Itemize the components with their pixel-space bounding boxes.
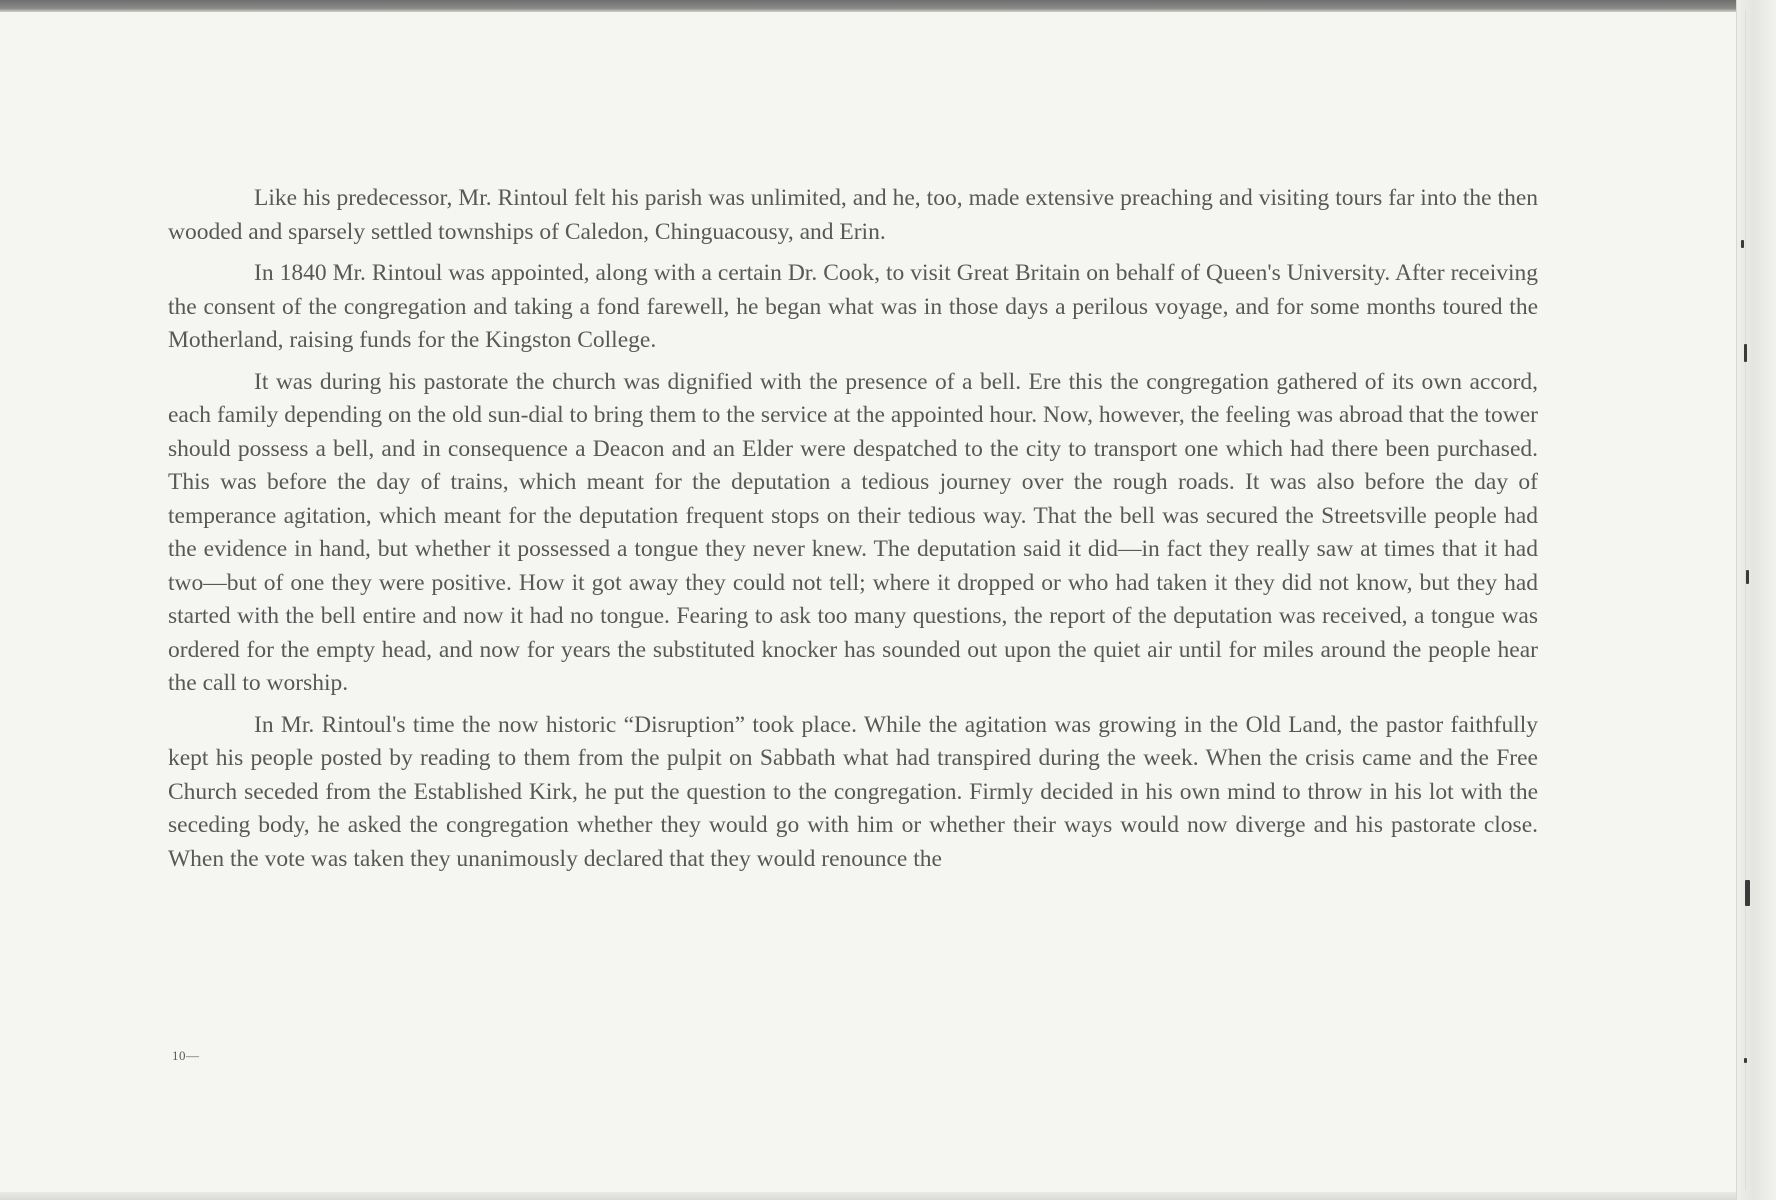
paragraph: Like his predecessor, Mr. Rintoul felt his parish was unlimited, and he, too, made extensive preaching and visiting tours far into the then wooded and sparsely settled townships of Caledon, Chinguacousy, and Erin.	[168, 185, 1538, 245]
scan-top-edge	[0, 0, 1776, 12]
edge-mark	[1744, 344, 1747, 362]
paragraph: It was during his pastorate the church was dignified with the presence of a bell. Ere this the congregation gathered of its own accord, each family depending on the old sun-dial to bring them to the service at the appointed hour. Now, however, the feeling was abroad that the tower should possess a bell, and in consequence a Deacon and an Elder were despatched to the city to transport one which had there been purchased. This was before the day of trains, which meant for the deputation a tedious journey over the rough roads. It was also before the day of temperance agitation, which meant for the deputation frequent stops on their tedious way. That the bell was secured the Streetsville people had the evidence in hand, but whether it possessed a tongue they never knew. The deputation said it did—in fact they really saw at times that it had two—but of one they were positive. How it got away they could not tell; where it dropped or who had taken it they did not know, but they had started with the bell entire and now it had no tongue. Fearing to ask too many questions, the report of the deputation was received, a tongue was ordered for the empty head, and now for years the substituted knocker has sounded out upon the quiet air until for miles around the people hear the call to worship.	[168, 368, 1538, 696]
edge-mark	[1746, 570, 1749, 584]
edge-mark	[1744, 1058, 1747, 1063]
page-body	[168, 182, 1538, 884]
page-number: 10—	[172, 1048, 200, 1063]
edge-mark	[1745, 880, 1750, 906]
paragraph: In 1840 Mr. Rintoul was appointed, along with a certain Dr. Cook, to visit Great Britain on behalf of Queen's University. After receiving the consent of the congregation and taking a fond farewell, he began what was in those days a perilous voyage, and for some months toured the Motherland, raising funds for the Kingston College.	[168, 260, 1538, 353]
edge-mark	[1741, 240, 1744, 248]
page-fold-line	[1745, 10, 1746, 1190]
paragraph: In Mr. Rintoul's time the now historic “Disruption” took place. While the agitation was growing in the Old Land, the pastor faithfully kept his people posted by reading to them from the pulpit on Sabbath what had transpired during the week. When the crisis came and the Free Church seceded from the Established Kirk, he put the question to the congregation. Firmly decided in his own mind to throw in his lot with the seceding body, he asked the congregation whether they would go with him or whether their ways would now diverge and his pastorate close. When the vote was taken they unanimously declared that they would renounce the	[168, 711, 1538, 872]
adjacent-page-edge	[1736, 0, 1776, 1200]
scan-bottom-edge	[0, 1192, 1736, 1200]
